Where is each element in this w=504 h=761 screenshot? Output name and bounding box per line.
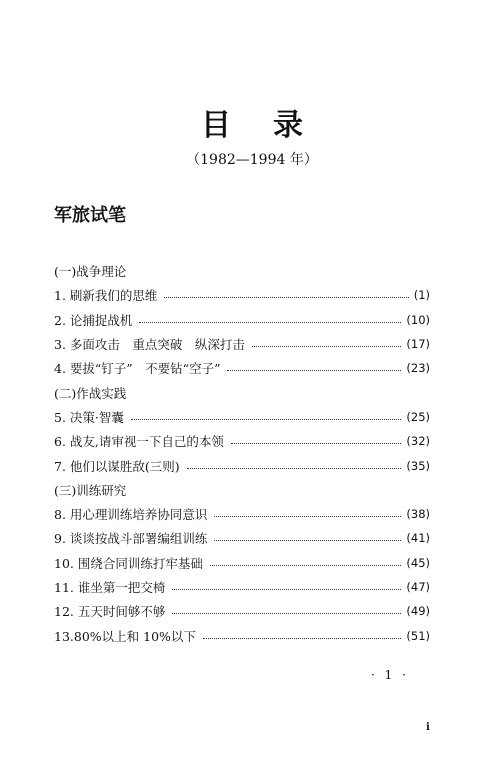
toc-page-number: (35) bbox=[406, 458, 430, 473]
toc-entry[interactable] bbox=[54, 599, 430, 623]
toc-label: 1. 刷新我们的思维 bbox=[54, 288, 158, 304]
toc-label: (一)战争理论 bbox=[54, 264, 127, 280]
corner-page-mark: i bbox=[426, 722, 430, 733]
toc-label: 6. 战友,请审视一下自己的本领 bbox=[54, 434, 224, 450]
dot-leader bbox=[139, 321, 401, 323]
toc-entry[interactable] bbox=[54, 502, 430, 526]
toc-label: 13.80%以上和 10%以下 bbox=[54, 628, 196, 644]
toc-page-number: (17) bbox=[406, 337, 430, 352]
toc-page-number: (41) bbox=[406, 531, 430, 546]
toc-page-number: (23) bbox=[406, 361, 430, 376]
toc-label: 12. 五天时间够不够 bbox=[54, 604, 166, 620]
dot-leader bbox=[164, 296, 408, 298]
dot-leader bbox=[210, 564, 402, 566]
page-number-folio: · 1 · bbox=[371, 668, 409, 682]
toc-label: 7. 他们以谋胜敌(三则) bbox=[54, 458, 180, 474]
toc-entry[interactable] bbox=[54, 308, 430, 332]
dot-leader bbox=[131, 418, 402, 420]
toc-entry[interactable] bbox=[54, 526, 430, 550]
dot-leader bbox=[227, 369, 401, 371]
toc-label: 5. 决策·智囊 bbox=[54, 409, 124, 425]
toc-entry[interactable] bbox=[54, 405, 430, 429]
toc-page-number: (49) bbox=[406, 604, 430, 619]
toc-label: (二)作战实践 bbox=[54, 385, 127, 401]
toc-page-number: (45) bbox=[406, 555, 430, 570]
toc-page-number: (10) bbox=[406, 312, 430, 327]
toc-label: (三)训练研究 bbox=[54, 482, 127, 498]
dot-leader bbox=[231, 442, 402, 444]
toc-page-number: (1) bbox=[413, 288, 430, 303]
toc-entry[interactable] bbox=[54, 575, 430, 599]
toc-category-training[interactable] bbox=[54, 478, 430, 502]
toc-page-number: (38) bbox=[406, 507, 430, 522]
toc-page-number: (25) bbox=[406, 409, 430, 424]
dot-leader bbox=[172, 588, 401, 590]
toc-page-number: (47) bbox=[406, 580, 430, 594]
toc-label: 4. 要拔“钉子” 不要钻“空子” bbox=[54, 361, 221, 377]
section-heading: 军旅试笔 bbox=[54, 205, 126, 226]
toc-page-number: (51) bbox=[406, 628, 430, 643]
toc-entry[interactable] bbox=[54, 283, 430, 307]
dot-leader bbox=[187, 467, 402, 469]
toc-label: 3. 多面攻击 重点突破 纵深打击 bbox=[54, 337, 245, 353]
toc-category-practice[interactable] bbox=[54, 380, 430, 404]
toc-entry[interactable] bbox=[54, 332, 430, 356]
toc-entry[interactable] bbox=[54, 356, 430, 380]
dot-leader bbox=[252, 345, 401, 347]
dot-leader bbox=[214, 515, 401, 517]
toc-label: 11. 谁坐第一把交椅 bbox=[54, 580, 166, 595]
toc-label: 2. 论捕捉战机 bbox=[54, 312, 133, 328]
toc-entry[interactable] bbox=[54, 551, 430, 575]
dot-leader bbox=[203, 637, 401, 639]
date-range: （1982—1994 年） bbox=[186, 152, 318, 168]
toc-label: 10. 围绕合同训练打牢基础 bbox=[54, 555, 203, 571]
toc-entry[interactable] bbox=[54, 453, 430, 477]
toc-entry[interactable] bbox=[54, 623, 430, 647]
toc-label: 9. 谈谈按战斗部署编组训练 bbox=[54, 531, 208, 547]
table-of-contents bbox=[54, 259, 430, 648]
dot-leader bbox=[172, 612, 401, 614]
dot-leader bbox=[214, 539, 401, 541]
toc-category-theory[interactable] bbox=[54, 259, 430, 283]
page-title: 目录 bbox=[201, 108, 345, 143]
toc-page-number: (32) bbox=[406, 434, 430, 449]
toc-label: 8. 用心理训练培养协同意识 bbox=[54, 507, 208, 523]
toc-entry[interactable] bbox=[54, 429, 430, 453]
